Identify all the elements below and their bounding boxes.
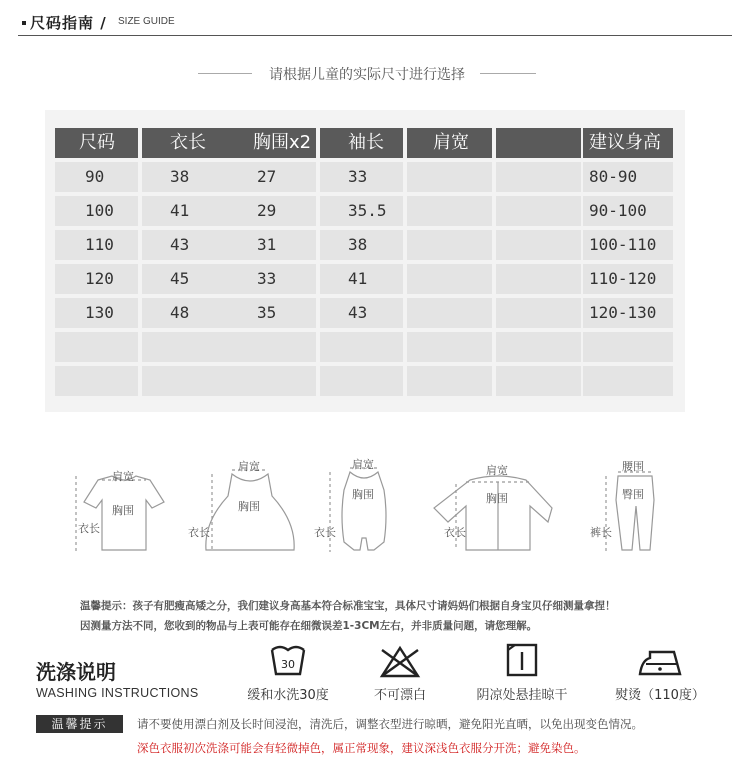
wash-label-iron: 熨烫（110度） [615, 688, 705, 703]
pants-diagram-icon [606, 472, 654, 552]
iron-icon [636, 644, 684, 680]
table-header-cell: 建议身高 [583, 128, 673, 158]
table-cell: 33 [229, 264, 316, 294]
table-cell: 130 [55, 298, 138, 328]
table-cell [142, 366, 229, 396]
table-cell [496, 298, 581, 328]
table-row [55, 162, 675, 192]
table-cell [55, 332, 138, 362]
table-cell: 43 [320, 298, 403, 328]
illustrations-svg [0, 450, 750, 570]
table-cell: 120 [55, 264, 138, 294]
wash-30-icon [268, 642, 308, 678]
jacket-shoulder-label: 肩宽 [486, 464, 508, 477]
dress-length-label: 衣长 [188, 526, 210, 539]
table-cell: 100 [55, 196, 138, 226]
dress-shoulder-label: 肩宽 [238, 460, 260, 473]
intro-line-left [198, 73, 252, 74]
tip-text: 请不要使用漂白剂及长时间浸泡，清洗后，调整衣型进行晾晒，避免阳光直晒，以免出现变色情况。 [137, 717, 643, 731]
table-cell: 90-100 [583, 196, 673, 226]
table-cell [496, 196, 581, 226]
table-cell [229, 366, 316, 396]
table-cell: 100-110 [583, 230, 673, 260]
table-cell: 31 [229, 230, 316, 260]
table-row [55, 264, 675, 294]
table-cell: 48 [142, 298, 229, 328]
tshirt-shoulder-label: 肩宽 [112, 470, 134, 483]
table-header-cell: 胸围x2 [229, 128, 316, 158]
line-dry-shade-icon [505, 642, 539, 678]
measurement-illustrations [0, 450, 750, 570]
table-cell: 33 [320, 162, 403, 192]
table-cell: 41 [142, 196, 229, 226]
romper-shoulder-label: 肩宽 [352, 458, 374, 471]
romper-chest-label: 胸围 [352, 488, 374, 501]
washing-subtitle: WASHING INSTRUCTIONS [36, 686, 199, 700]
table-cell [229, 332, 316, 362]
size-note-2: 因测量方法不同，您收到的物品与上表可能存在细微误差1-3CM左右，并非质量问题，请您理解。 [80, 620, 538, 632]
pants-length-label: 裤长 [590, 526, 612, 539]
section-header [18, 8, 732, 38]
tip-label: 温馨提示 [36, 715, 123, 733]
size-note-1: 温馨提示：孩子有肥瘦高矮之分，我们建议身高基本符合标准宝宝，具体尺寸请妈妈们根据自身宝贝仔细测量拿捏！ [80, 600, 616, 612]
table-cell [496, 332, 581, 362]
table-cell: 38 [142, 162, 229, 192]
pants-hip-label: 臀围 [622, 488, 644, 501]
washing-title: 洗涤说明 [36, 660, 116, 684]
bullet-icon [22, 21, 26, 25]
table-row [55, 298, 675, 328]
wash-label-bleach: 不可漂白 [373, 688, 426, 703]
no-bleach-icon [378, 644, 422, 680]
table-row [55, 366, 675, 396]
table-cell [407, 366, 492, 396]
wash-label-machine: 缓和水洗30度 [247, 688, 329, 703]
table-cell: 41 [320, 264, 403, 294]
table-cell: 43 [142, 230, 229, 260]
table-cell [407, 162, 492, 192]
page-subtitle: SIZE GUIDE [118, 16, 175, 27]
table-cell [407, 264, 492, 294]
intro-text: 请根据儿童的实际尺寸进行选择 [269, 67, 465, 83]
table-cell [496, 264, 581, 294]
wash-temp: 30 [281, 658, 295, 671]
table-header-cell [496, 128, 581, 158]
pants-waist-label: 腰围 [622, 460, 644, 473]
table-cell: 110 [55, 230, 138, 260]
table-header-cell: 肩宽 [407, 128, 492, 158]
tshirt-length-label: 衣长 [78, 522, 100, 535]
table-cell: 90 [55, 162, 138, 192]
intro-line-right [480, 73, 536, 74]
dress-chest-label: 胸围 [238, 500, 260, 513]
table-cell [55, 366, 138, 396]
table-cell: 110-120 [583, 264, 673, 294]
table-cell [496, 162, 581, 192]
jacket-length-label: 衣长 [444, 526, 466, 539]
table-cell [583, 332, 673, 362]
romper-diagram-icon [330, 468, 386, 552]
jacket-chest-label: 胸围 [486, 492, 508, 505]
table-cell: 80-90 [583, 162, 673, 192]
table-cell [583, 366, 673, 396]
table-header-cell: 尺码 [55, 128, 138, 158]
table-cell: 35.5 [320, 196, 403, 226]
intro [0, 62, 750, 86]
table-cell [496, 366, 581, 396]
table-cell [320, 366, 403, 396]
table-cell: 120-130 [583, 298, 673, 328]
table-header-cell: 袖长 [320, 128, 403, 158]
table-row [55, 196, 675, 226]
table-cell: 27 [229, 162, 316, 192]
tip-warning: 深色衣服初次洗涤可能会有轻微掉色，属正常现象，建议深浅色衣服分开洗；避免染色。 [137, 741, 586, 755]
table-cell: 29 [229, 196, 316, 226]
table-cell [142, 332, 229, 362]
romper-length-label: 衣长 [314, 526, 336, 539]
table-cell [407, 196, 492, 226]
table-cell [407, 332, 492, 362]
header-divider [18, 35, 732, 36]
table-cell [320, 332, 403, 362]
tshirt-chest-label: 胸围 [112, 504, 134, 517]
table-cell [407, 298, 492, 328]
table-header-cell: 衣长 [142, 128, 229, 158]
table-cell: 35 [229, 298, 316, 328]
table-cell: 38 [320, 230, 403, 260]
page-title: 尺码指南 / [30, 14, 107, 32]
table-row [55, 332, 675, 362]
table-row [55, 230, 675, 260]
table-cell: 45 [142, 264, 229, 294]
wash-label-dry: 阴凉处悬挂晾干 [476, 688, 568, 703]
table-cell [407, 230, 492, 260]
table-cell [496, 230, 581, 260]
table-header-row [55, 128, 675, 158]
